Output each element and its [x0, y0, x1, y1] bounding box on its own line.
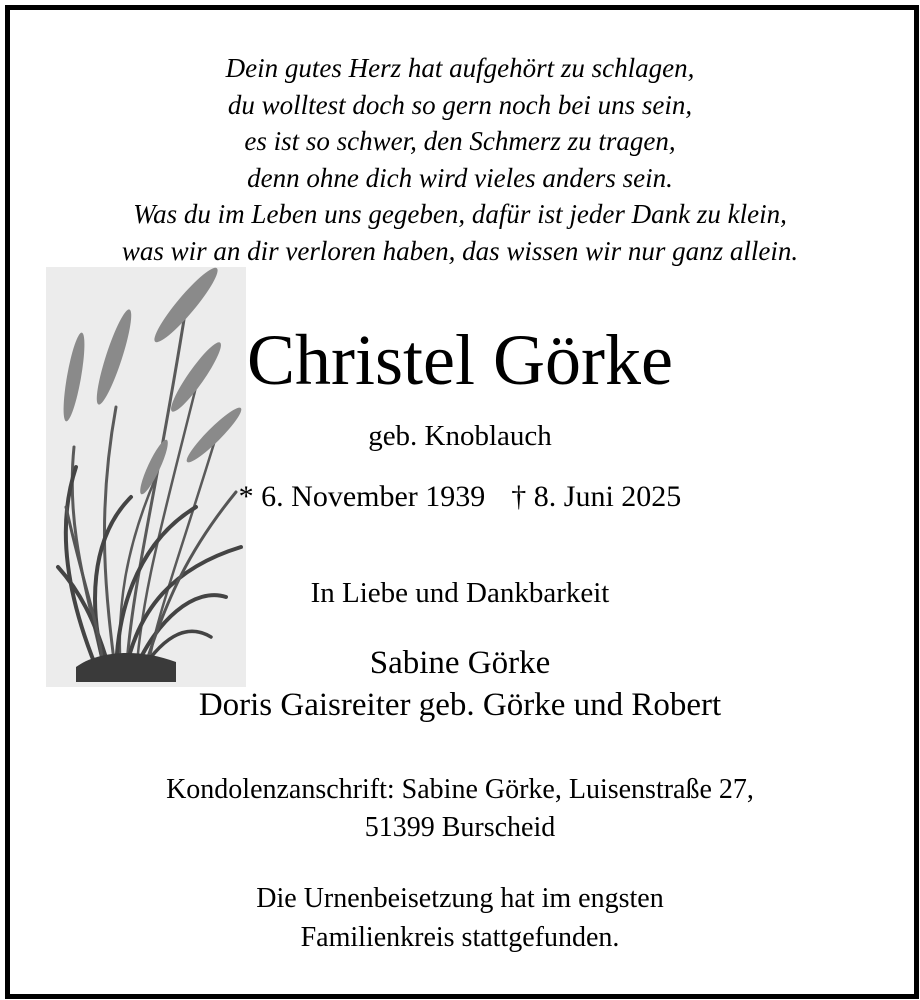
dedication: In Liebe und Dankbarkeit	[310, 577, 610, 609]
poem-line: was wir an dir verloren haben, das wissen wir nur ganz allein.	[121, 235, 799, 266]
birth-date: * 6. November 1939	[238, 480, 486, 513]
mourner-name: Sabine Görke	[369, 645, 551, 681]
poem	[0, 50, 920, 270]
poem-line: es ist so schwer, den Schmerz zu tragen,	[244, 126, 676, 157]
birth-name: geb. Knoblauch	[368, 420, 552, 452]
poem-line: Dein gutes Herz hat aufgehört zu schlagen,	[225, 53, 695, 83]
burial-note: Familienkreis stattgefunden.	[300, 922, 620, 953]
death-date: † 8. Juni 2025	[511, 480, 682, 513]
condolence-address: Kondolenzanschrift: Sabine Görke, Luisenstraße 27,	[166, 774, 754, 805]
poem-line: denn ohne dich wird vieles anders sein.	[247, 162, 673, 193]
poem-line: Was du im Leben uns gegeben, dafür ist jeder Dank zu klein,	[133, 199, 787, 230]
mourner-name: Doris Gaisreiter geb. Görke und Robert	[198, 687, 722, 723]
condolence-city: 51399 Burscheid	[364, 812, 556, 843]
poem-line: du wolltest doch so gern noch bei uns sein,	[227, 89, 693, 120]
life-dates	[160, 478, 760, 516]
deceased-name: Christel Görke	[247, 320, 673, 400]
burial-note: Die Urnenbeisetzung hat im engsten	[256, 883, 664, 914]
